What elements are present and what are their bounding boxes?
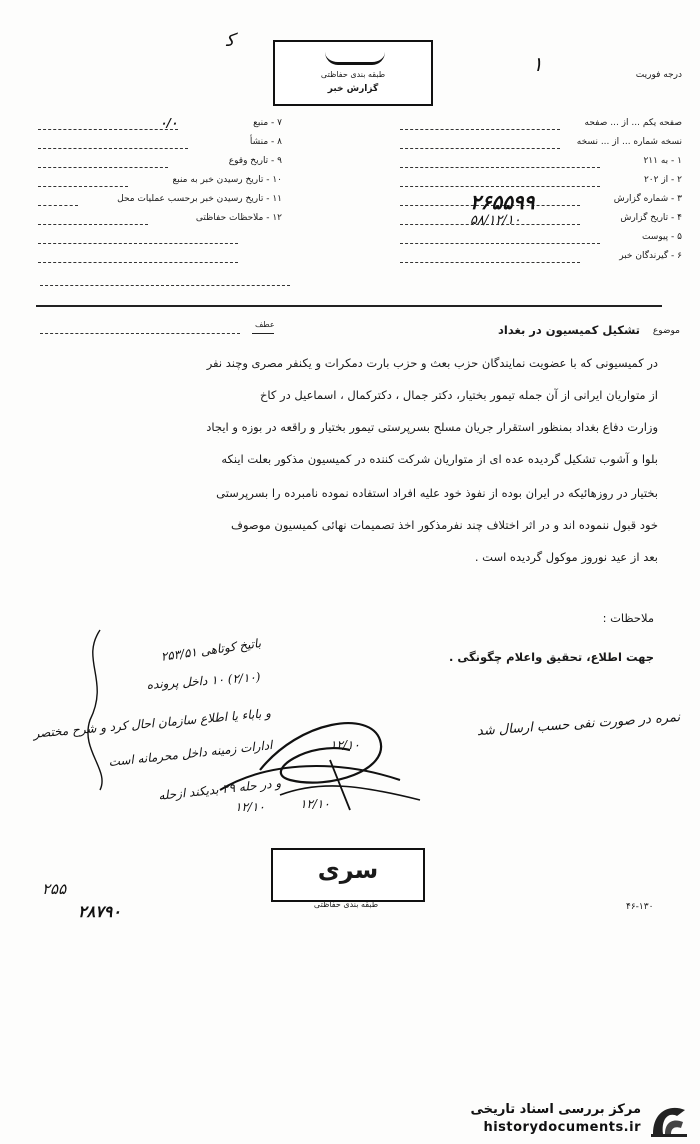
stamp-scribble (325, 52, 385, 65)
field-report-number: ۳ - شماره گزارش (613, 194, 682, 204)
dotted-line (38, 262, 238, 263)
body-line: بختیار در روزهائیکه در ایران بوده از نفوذ خود علیه افراد استفاده نموده نامبرده را بسرپرستی (216, 486, 658, 500)
pen-mark: ﮐ (226, 30, 235, 51)
separator-rule (36, 305, 662, 307)
document-code: ۴۶-۱۳۰ (626, 902, 654, 912)
watermark-url: historydocuments.ir (483, 1120, 641, 1135)
handwritten-report-number: ۲۶۵۵۹۹ (470, 190, 535, 214)
field-news-to-unit-date: ۱۱ - تاریخ رسیدن خبر برحسب عملیات محل (117, 194, 282, 204)
remarks-label: ملاحظات : (602, 611, 654, 625)
fields-left (22, 118, 282, 232)
report-form-title: گزارش خبر (327, 84, 379, 94)
field-security-remarks: ۱۲ - ملاحظات حفاظتی (195, 213, 282, 223)
body-line: در کمیسیونی که با عضویت نمایندگان حزب بعث و حزب بارت دمکرات و یکنفر مصری وچند نفر (206, 356, 658, 370)
dotted-line (38, 224, 148, 225)
handwritten-note: (۲/۱۰) ۱۰ داخل پرونده (146, 670, 261, 692)
dotted-line (38, 205, 78, 206)
dotted-line (400, 167, 600, 168)
secret-stamp-caption: طبقه بندی حفاظتی (313, 900, 379, 909)
archive-logo-icon (647, 1100, 691, 1140)
body-line: بعد از عید نوروز موکول گردیده است . (474, 550, 658, 564)
field-source: ۷ - منبع (253, 118, 282, 128)
field-copy: نسخه شماره ... از ... نسخه (576, 137, 682, 147)
subject-text: تشکیل کمیسیون در بغداد (497, 323, 640, 337)
dotted-line (400, 129, 560, 130)
dotted-line (38, 243, 238, 244)
dotted-line (38, 129, 178, 130)
classification-box (273, 40, 433, 106)
field-attachment: ۵ - پیوست (641, 232, 682, 242)
field-news-to-source-date: ۱۰ - تاریخ رسیدن خبر به منبع (172, 175, 282, 185)
handwritten-date: ۱۲/۱۰ (330, 738, 360, 752)
field-occurrence-date: ۹ - تاریخ وقوع (228, 156, 282, 166)
dotted-line (40, 285, 290, 286)
dotted-line (400, 186, 600, 187)
field-report-date: ۴ - تاریخ گزارش (620, 213, 682, 223)
field-recipients: ۶ - گیرندگان خبر (619, 251, 682, 261)
dotted-line (38, 167, 168, 168)
classification-title: طبقه بندی حفاظتی (320, 70, 386, 79)
body-line: خود قبول ننموده اند و در اثر اختلاف چند نفرمذکور اخذ تصمیمات نهائی کمیسیون موصوف (231, 518, 658, 532)
handwritten-note: ادارات زمینه داخل محرمانه است (108, 738, 274, 770)
urgency-label: درجه فوریت (635, 70, 682, 80)
action-line: جهت اطلاع، تحقیق واعلام چگونگی . (448, 650, 654, 664)
field-origin: ۸ - منشأ (249, 137, 282, 147)
handwritten-note: باتیخ کوتاهی ۲۵۳/۵۱ (160, 636, 262, 664)
dotted-line (400, 262, 580, 263)
handwritten-source: ۰/۰ (160, 116, 178, 130)
secret-stamp (271, 848, 425, 902)
body-line: بلوا و آشوب تشکیل گردیده عده ای از متواریان شرکت کننده در کمیسیون مذکور بعلت اینکه (221, 452, 658, 466)
reference-line (252, 333, 274, 334)
body-line: از متواریان ایرانی از آن جمله تیمور بختیار، دکتر جمال ، دکترکمال ، اسماعیل در کاخ (260, 388, 658, 402)
body-line: وزارت دفاع بغداد بمنظور استقرار جریان مسلح بسرپرستی تیمور بختیار و راقعه در بوزه و ایجاد (206, 420, 658, 434)
field-page: صفحه یکم ... از ... صفحه (584, 118, 682, 128)
margin-scribble (70, 620, 190, 800)
document-body (58, 356, 658, 582)
handwritten-note: و در حله ۲۹ بدیکند ازحله (157, 776, 282, 803)
handwritten-date: ۱۲/۱۰ (235, 800, 265, 814)
field-from: ۲ - از ۲۰۲ (643, 175, 682, 185)
handwritten-mark: ۱ (532, 52, 543, 76)
handwritten-report-date: ۵۸/۱۲/۱۰ (470, 213, 521, 228)
watermark (410, 1098, 695, 1142)
subject-label: موضوع (652, 326, 680, 336)
dotted-line (400, 148, 560, 149)
handwritten-note: و باباء یا اطلاع سازمان احال کرد و شرح مختصر (32, 706, 272, 741)
handwritten-date: ۱۲/۱۰ (300, 797, 330, 811)
handwritten-instruction: نمره در صورت نفی حسب ارسال شد (476, 710, 682, 740)
handwritten-number: ۲۸۷۹۰ (78, 902, 121, 921)
watermark-title: مرکز بررسی اسناد تاریخی (470, 1102, 641, 1117)
reference-mark: عطف (255, 320, 275, 329)
fields-right (412, 118, 682, 270)
secret-word: سری (317, 856, 379, 884)
field-to: ۱ - به ۲۱۱ (643, 156, 682, 166)
dotted-line (40, 333, 240, 334)
dotted-line (38, 186, 128, 187)
dotted-line (38, 148, 188, 149)
dotted-line (400, 243, 600, 244)
handwritten-number: ۲۵۵ (42, 880, 67, 898)
